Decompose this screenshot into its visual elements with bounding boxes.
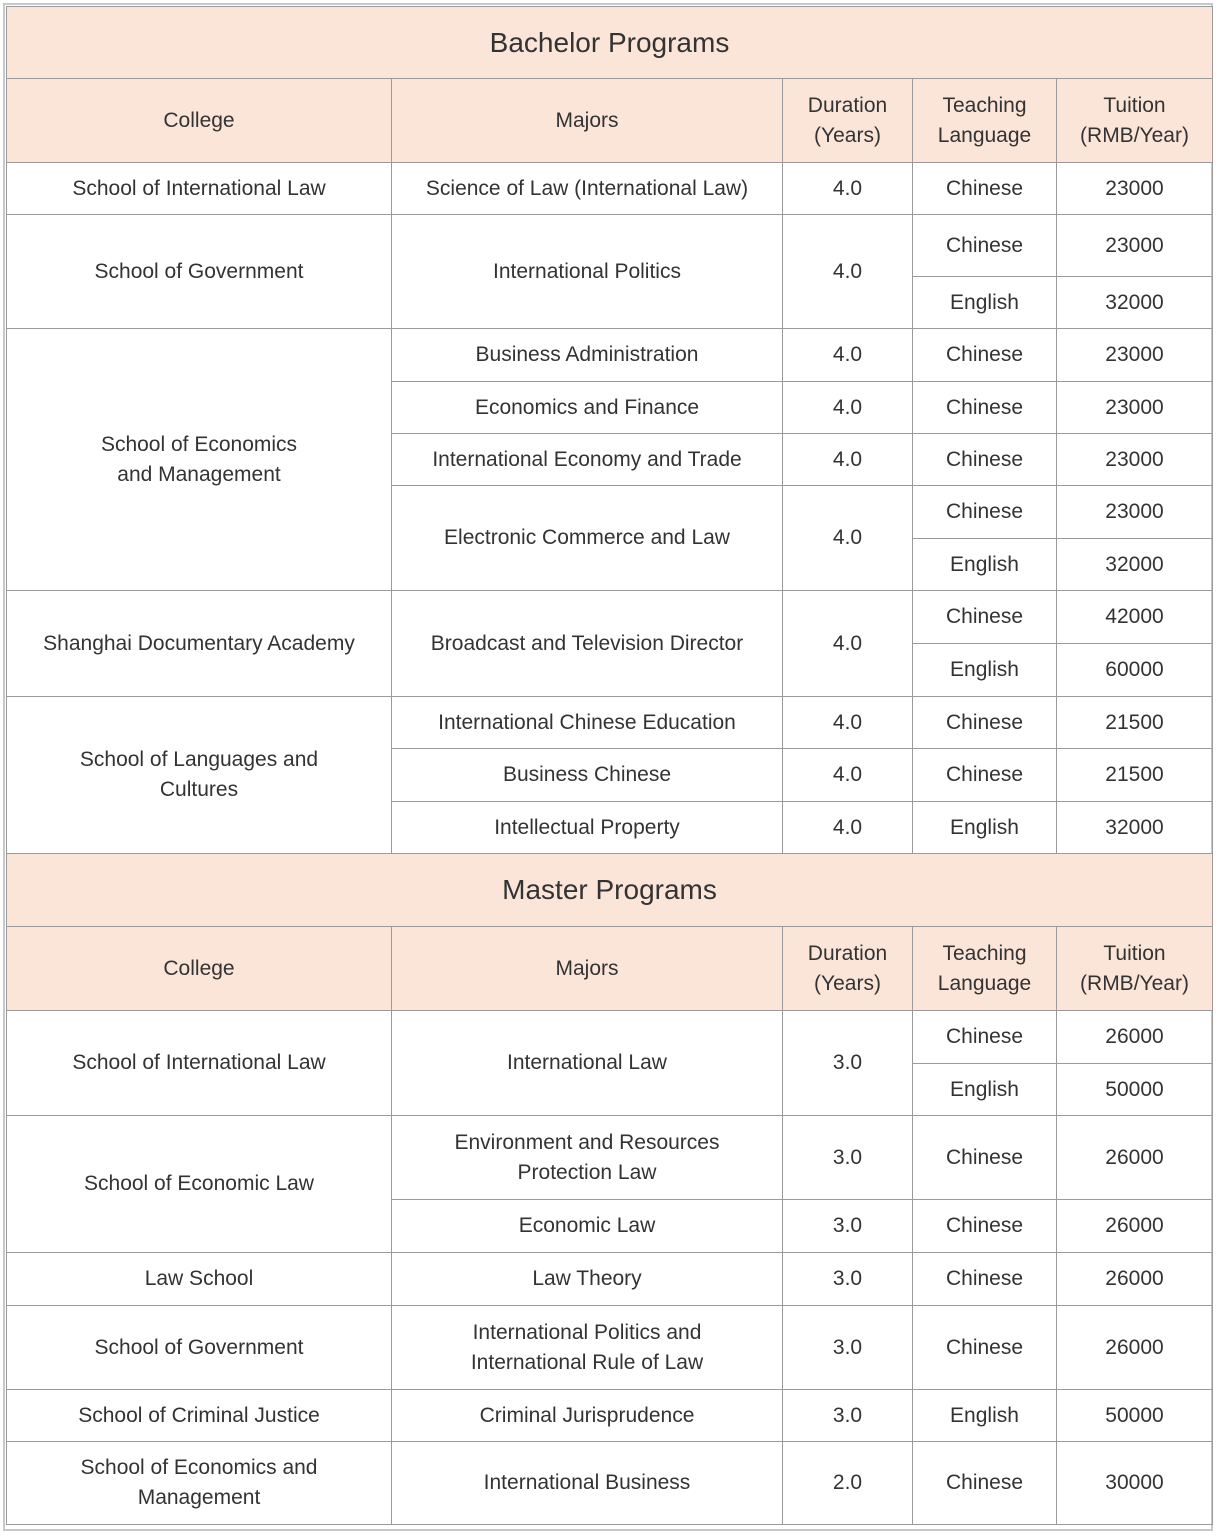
major-cell [392,1116,783,1200]
master-title-row [7,854,1213,927]
column-header-tuition-text: Tuition [1103,941,1166,965]
duration-cell-text: 3.0 [832,1145,863,1169]
language-cell-text: Chinese [945,447,1024,471]
language-cell [913,539,1057,591]
major-cell-text: International Chinese Education [438,710,736,734]
table-row [7,1011,1213,1064]
tuition-cell [1057,1390,1213,1442]
tuition-cell [1057,215,1213,277]
column-header-tuition-text: Tuition [1103,93,1166,117]
table-row [7,591,1213,644]
language-cell-text: Chinese [945,233,1024,257]
tuition-cell [1057,644,1213,697]
college-cell-text: and Management [117,462,281,486]
major-cell-text: Electronic Commerce and Law [444,526,730,549]
tuition-cell-text: 23000 [1105,500,1164,523]
major-cell [392,1253,783,1306]
major-cell [392,802,783,854]
language-cell [913,277,1057,329]
column-header-college [7,927,392,1011]
column-header-tuition-text: (RMB/Year) [1080,971,1189,995]
major-cell-text: International Economy and Trade [432,447,742,471]
tuition-cell [1057,697,1213,749]
duration-cell [783,1011,913,1116]
tuition-cell-text: 21500 [1105,763,1164,786]
major-cell-text: Protection Law [517,1160,657,1184]
duration-cell-text: 3.0 [832,1403,863,1427]
tuition-cell-text: 23000 [1105,395,1164,419]
college-cell [7,215,392,329]
language-cell-text: Chinese [945,176,1024,200]
college-cell-text: School of Economic Law [84,1172,314,1195]
duration-cell-text: 3.0 [832,1214,863,1237]
tuition-cell [1057,1200,1213,1253]
language-cell-text: Chinese [945,395,1024,419]
column-header-language [913,79,1057,163]
tuition-cell-text: 42000 [1105,605,1164,628]
duration-cell [783,215,913,329]
language-cell-text: English [950,552,1019,576]
language-cell-text: English [950,658,1019,681]
duration-cell-text: 3.0 [832,1051,863,1074]
college-cell [7,1442,392,1525]
tuition-cell-text: 50000 [1105,1403,1164,1427]
duration-cell-text: 3.0 [832,1267,863,1290]
column-header-majors [392,79,783,163]
language-cell [913,1200,1057,1253]
major-cell-text: International Politics [493,259,681,283]
language-cell-text: English [950,1077,1019,1101]
language-cell [913,163,1057,215]
duration-cell-text: 4.0 [832,447,863,471]
language-cell [913,215,1057,277]
master-header-row [7,927,1213,1011]
duration-cell-text: 3.0 [832,1335,863,1359]
college-cell [7,1011,392,1116]
language-cell-text: Chinese [945,1335,1024,1359]
duration-cell-text: 4.0 [832,259,863,283]
duration-cell-text: 4.0 [832,631,863,655]
column-header-duration [783,79,913,163]
table-row [7,163,1213,215]
major-cell-text: Law Theory [532,1267,642,1290]
table-row [7,1306,1213,1390]
tuition-cell-text: 30000 [1105,1471,1164,1494]
tuition-cell [1057,1064,1213,1116]
language-cell-text: Chinese [945,605,1024,628]
tuition-cell [1057,1306,1213,1390]
major-cell-text: International Law [507,1051,667,1074]
duration-cell [783,1200,913,1253]
language-cell [913,1116,1057,1200]
language-cell-text: Chinese [945,1471,1024,1494]
programs-table [6,6,1213,1525]
college-cell [7,1116,392,1253]
major-cell [392,486,783,591]
tuition-cell [1057,1442,1213,1525]
table-row [7,1442,1213,1525]
column-header-language-text: Language [937,971,1032,995]
major-cell-text: Criminal Jurisprudence [479,1403,695,1427]
major-cell-text: Economic Law [518,1214,656,1237]
college-cell [7,1306,392,1390]
column-header-college [7,79,392,163]
college-cell-text: School of Government [94,259,304,283]
language-cell [913,329,1057,382]
major-cell-text: Intellectual Property [494,815,680,839]
language-cell [913,1011,1057,1064]
table-row [7,215,1213,277]
language-cell [913,486,1057,539]
column-header-college-text: College [163,956,235,980]
college-cell-text: Management [137,1486,261,1509]
duration-cell [783,697,913,749]
column-header-college-text: College [163,108,235,132]
tuition-cell-text: 21500 [1105,710,1164,734]
language-cell-text: English [950,1403,1019,1427]
duration-cell [783,749,913,802]
college-cell-text: School of Government [94,1335,304,1359]
column-header-duration-text: Duration [807,941,888,965]
section-title-text: Bachelor Programs [489,26,730,58]
table-row [7,1390,1213,1442]
duration-cell [783,329,913,382]
tuition-cell [1057,163,1213,215]
tuition-cell-text: 60000 [1105,658,1164,681]
tuition-cell [1057,539,1213,591]
major-cell [392,697,783,749]
major-cell [392,749,783,802]
major-cell [392,1390,783,1442]
major-cell-text: Science of Law (International Law) [425,176,749,200]
major-cell [392,163,783,215]
tuition-cell-text: 23000 [1105,447,1164,471]
duration-cell-text: 4.0 [832,710,863,734]
tuition-cell [1057,277,1213,329]
tuition-cell-text: 32000 [1105,815,1164,839]
college-cell [7,163,392,215]
college-cell-text: School of Economics and [80,1456,318,1479]
major-cell [392,382,783,434]
language-cell [913,1442,1057,1525]
language-cell-text: Chinese [945,500,1024,523]
major-cell [392,1306,783,1390]
language-cell [913,802,1057,854]
language-cell [913,1390,1057,1442]
column-header-duration [783,927,913,1011]
bachelor-title-row [7,7,1213,79]
table-row [7,1253,1213,1306]
column-header-tuition-text: (RMB/Year) [1080,123,1189,147]
tuition-cell-text: 26000 [1105,1267,1164,1290]
major-cell-text: Environment and Resources [454,1130,720,1154]
duration-cell [783,486,913,591]
tuition-cell [1057,1253,1213,1306]
major-cell-text: Economics and Finance [474,395,700,419]
tuition-cell [1057,329,1213,382]
column-header-tuition [1057,927,1213,1011]
duration-cell-text: 4.0 [832,526,863,549]
language-cell-text: English [950,815,1019,839]
duration-cell [783,382,913,434]
column-header-duration-text: Duration [807,93,888,117]
tuition-cell-text: 23000 [1105,176,1164,200]
duration-cell [783,1306,913,1390]
column-header-language-text: Teaching [942,93,1027,117]
language-cell-text: Chinese [945,343,1024,366]
college-cell-text: Law School [144,1267,254,1290]
language-cell [913,1064,1057,1116]
column-header-majors [392,927,783,1011]
column-header-majors-text: Majors [555,956,619,980]
college-cell-text: Cultures [159,778,239,801]
column-header-language-text: Teaching [942,941,1027,965]
language-cell [913,591,1057,644]
duration-cell [783,1253,913,1306]
tuition-cell [1057,434,1213,486]
language-cell-text: Chinese [945,1145,1024,1169]
college-cell [7,697,392,854]
major-cell-text: International Rule of Law [470,1350,704,1374]
college-cell-text: School of International Law [72,1051,326,1074]
tuition-cell-text: 26000 [1105,1025,1164,1048]
column-header-language-text: Language [937,123,1032,147]
duration-cell-text: 4.0 [832,395,863,419]
language-cell-text: English [950,290,1019,314]
column-header-language [913,927,1057,1011]
duration-cell-text: 2.0 [832,1471,863,1494]
duration-cell [783,1442,913,1525]
tuition-cell [1057,1011,1213,1064]
college-cell-text: School of Languages and [79,748,319,771]
duration-cell [783,802,913,854]
tuition-cell-text: 26000 [1105,1145,1164,1169]
college-cell [7,1390,392,1442]
major-cell-text: International Business [483,1471,691,1494]
tuition-cell [1057,591,1213,644]
language-cell [913,697,1057,749]
college-cell-text: School of International Law [72,176,326,200]
major-cell [392,434,783,486]
duration-cell-text: 4.0 [832,815,863,839]
college-cell-text: School of Economics [100,432,298,456]
major-cell [392,215,783,329]
tuition-cell [1057,802,1213,854]
tuition-cell-text: 32000 [1105,552,1164,576]
column-header-duration-text: (Years) [814,123,881,147]
major-cell [392,1200,783,1253]
duration-cell [783,163,913,215]
language-cell-text: Chinese [945,1214,1024,1237]
duration-cell-text: 4.0 [832,343,863,366]
column-header-duration-text: (Years) [814,971,881,995]
language-cell [913,1306,1057,1390]
language-cell [913,434,1057,486]
major-cell [392,591,783,697]
college-cell-text: Shanghai Documentary Academy [43,631,355,655]
language-cell [913,382,1057,434]
language-cell-text: Chinese [945,763,1024,786]
duration-cell [783,1116,913,1200]
college-cell [7,329,392,591]
language-cell [913,644,1057,697]
major-cell [392,1011,783,1116]
section-title [7,854,1213,927]
column-header-majors-text: Majors [555,108,619,132]
major-cell [392,1442,783,1525]
bachelor-header-row [7,79,1213,163]
tuition-cell [1057,486,1213,539]
duration-cell [783,1390,913,1442]
college-cell [7,1253,392,1306]
column-header-tuition [1057,79,1213,163]
major-cell-text: Business Administration [475,343,699,366]
language-cell [913,1253,1057,1306]
language-cell-text: Chinese [945,1025,1024,1048]
tuition-cell-text: 23000 [1105,343,1164,366]
table-row [7,1116,1213,1200]
table-row [7,697,1213,749]
major-cell-text: International Politics and [472,1320,702,1344]
language-cell-text: Chinese [945,710,1024,734]
tuition-cell [1057,749,1213,802]
tuition-cell [1057,382,1213,434]
tuition-cell-text: 26000 [1105,1335,1164,1359]
language-cell [913,749,1057,802]
major-cell [392,329,783,382]
major-cell-text: Business Chinese [502,763,672,786]
tuition-cell-text: 26000 [1105,1214,1164,1237]
table-row [7,329,1213,382]
tuition-cell-text: 23000 [1105,233,1164,257]
section-title-text: Master Programs [502,874,717,905]
college-cell-text: School of Criminal Justice [78,1403,320,1427]
college-cell [7,591,392,697]
tuition-cell [1057,1116,1213,1200]
duration-cell-text: 4.0 [832,176,863,200]
tuition-cell-text: 32000 [1105,290,1164,314]
duration-cell [783,591,913,697]
section-title [7,7,1213,79]
language-cell-text: Chinese [945,1267,1024,1290]
duration-cell-text: 4.0 [832,763,863,786]
tuition-cell-text: 50000 [1105,1077,1164,1101]
duration-cell [783,434,913,486]
major-cell-text: Broadcast and Television Director [430,631,744,655]
